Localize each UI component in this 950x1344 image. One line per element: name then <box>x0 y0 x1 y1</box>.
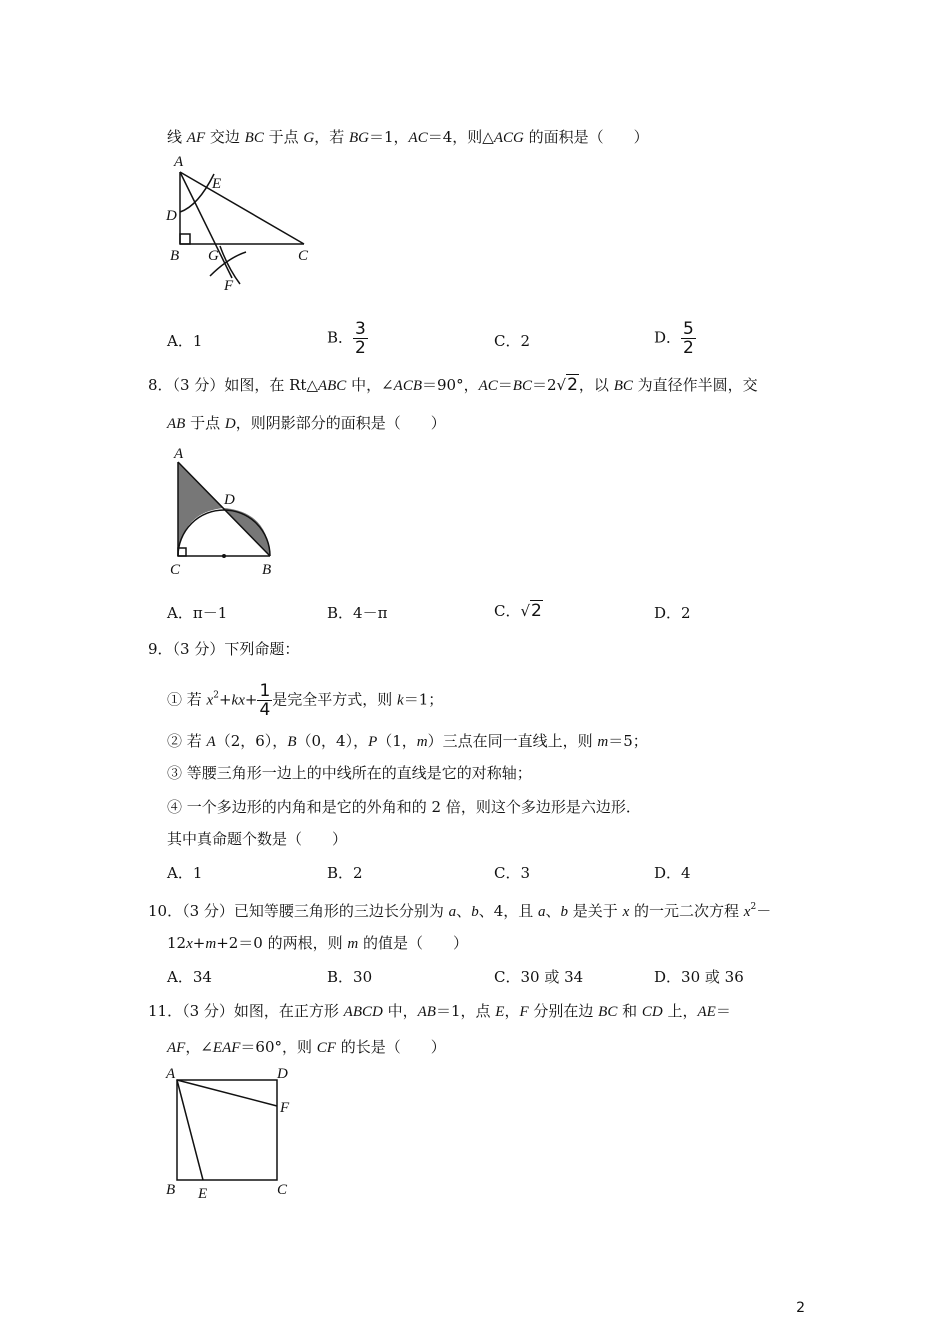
q7-label-d: D <box>166 208 177 224</box>
q8-label-b: B <box>262 562 272 578</box>
q11-label-d: D <box>277 1066 288 1082</box>
q10-stem-line2: 12x+m+2＝0 的两根，则 m 的值是（ ） <box>167 934 469 952</box>
q7-label-f: F <box>224 278 234 294</box>
q11-figure <box>160 1060 300 1205</box>
q11-stem-line2: AF，∠EAF＝60°，则 CF 的长是（ ） <box>167 1038 446 1056</box>
q9-option-b[interactable]: B．2 <box>327 864 363 882</box>
q11-label-f: F <box>280 1100 290 1116</box>
q8-option-d[interactable]: D．2 <box>654 604 691 622</box>
q8-stem-line2: AB 于点 D，则阴影部分的面积是（ ） <box>167 414 446 432</box>
q11-square <box>177 1080 277 1180</box>
q9-option-c[interactable]: C．3 <box>494 864 531 882</box>
q7-option-b-fraction: $\frac{3}{2}$ <box>355 319 366 358</box>
q9-proposition-3: ③ 等腰三角形一边上的中线所在的直线是它的对称轴； <box>167 764 532 782</box>
q7-stem: 线 AF 交边 BC 于点 G，若 BG＝1，AC＝4，则△ACG 的面积是（ ） <box>167 128 649 146</box>
q11-label-a: A <box>166 1066 176 1082</box>
q11-label-c: C <box>277 1182 288 1198</box>
q9-question: 其中真命题个数是（ ） <box>167 830 348 848</box>
q7-label-b: B <box>170 248 180 264</box>
q9-title: 9．（3 分）下列命题： <box>148 640 300 658</box>
q10-option-a[interactable]: A．34 <box>167 968 212 986</box>
q7-option-a[interactable]: A．1 <box>167 332 203 350</box>
q7-option-d-fraction: $\frac{5}{2}$ <box>683 319 694 358</box>
q7-option-c[interactable]: C．2 <box>494 332 531 350</box>
q8-sqrt: √2 <box>556 375 578 395</box>
q8-label-a: A <box>174 446 184 462</box>
q9-option-a[interactable]: A．1 <box>167 864 203 882</box>
q9-proposition-4: ④ 一个多边形的内角和是它的外角和的 2 倍，则这个多边形是六边形． <box>167 798 641 816</box>
q7-label-a: A <box>174 154 184 170</box>
q8-option-a[interactable]: A．π－1 <box>167 604 228 622</box>
q10-option-d[interactable]: D．30 或 36 <box>654 968 744 986</box>
q7-label-c: C <box>298 248 309 264</box>
q10-option-c[interactable]: C．30 或 34 <box>494 968 584 986</box>
q9-option-d[interactable]: D．4 <box>654 864 691 882</box>
q8-option-c-sqrt: √2 <box>520 601 542 621</box>
q9-fraction: $\frac{1}{4}$ <box>259 681 271 720</box>
q11-stem-line1: 11．（3 分）如图，在正方形 ABCD 中，AB＝1，点 E，F 分别在边 BC 和 CD 上，AE＝ <box>148 1002 731 1020</box>
q8-center-point <box>222 554 226 558</box>
q8-option-b[interactable]: B．4－π <box>327 604 388 622</box>
q7-label-e: E <box>212 176 222 192</box>
q11-line-ae <box>177 1080 203 1180</box>
q7-option-b[interactable]: B． $\frac{3}{2}$ <box>327 319 366 358</box>
q11-label-e: E <box>198 1186 208 1202</box>
q7-right-angle <box>180 234 190 244</box>
q7-label-g: G <box>208 248 219 264</box>
page-number: 2 <box>796 1300 805 1316</box>
q11-label-b: B <box>166 1182 176 1198</box>
q8-option-c[interactable]: C．√2 <box>494 601 542 621</box>
q10-stem-line1: 10．（3 分）已知等腰三角形的三边长分别为 a、b、4，且 a、b 是关于 x 的一元二次方程 $x^2-$ <box>148 902 772 920</box>
q10-option-b[interactable]: B．30 <box>327 968 373 986</box>
q8-figure <box>160 440 290 580</box>
q11-line-af <box>177 1080 277 1106</box>
q8-label-c: C <box>170 562 181 578</box>
q7-side-ac <box>180 172 304 244</box>
q8-label-d: D <box>224 492 235 508</box>
q9-proposition-2: ② 若 A（2，6），B（0，4），P（1，m）三点在同一直线上，则 m＝5； <box>167 732 648 750</box>
q9-proposition-1: ① 若 $x^2+kx+$ $\frac{1}{4}$ 是完全平方式，则 k＝1； <box>167 681 444 720</box>
q8-stem-line1: 8．（3 分）如图，在 Rt△ABC 中，∠ACB＝90°，AC＝BC＝2√2，以 BC 为直径作半圆，交 <box>148 375 758 395</box>
q7-option-d[interactable]: D． $\frac{5}{2}$ <box>654 319 694 358</box>
q8-shade-left <box>178 462 224 556</box>
q7-figure <box>160 150 330 295</box>
